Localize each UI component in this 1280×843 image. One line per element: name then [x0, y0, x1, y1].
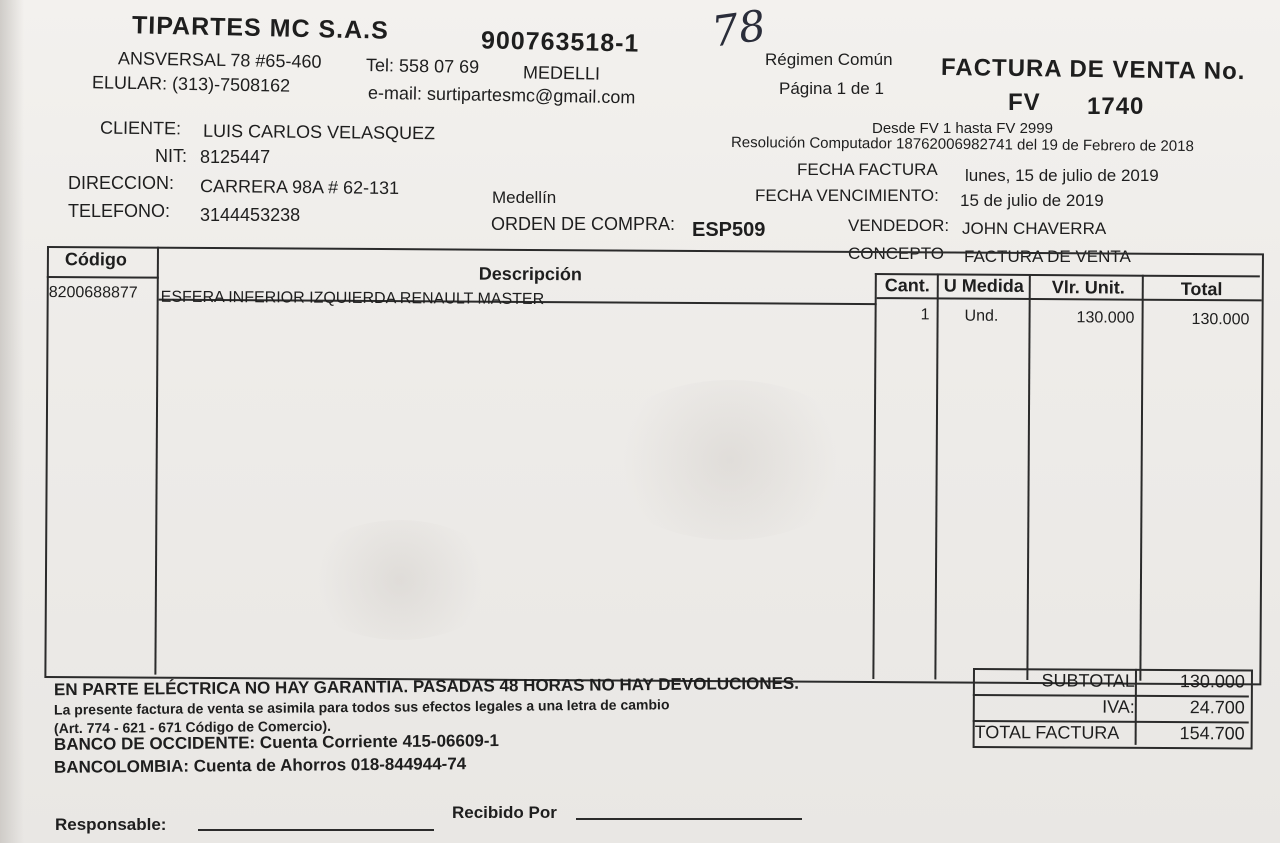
client-name: LUIS CARLOS VELASQUEZ [202, 120, 436, 144]
subtotal-value: 130.000 [1179, 671, 1245, 692]
iva-row [973, 696, 1253, 723]
company-cellphone: ELULAR: (313)-7508162 [91, 72, 291, 96]
client-address-label: DIRECCION: [68, 173, 175, 193]
resolution-text: Resolución Computador 18762006982741 del 19 de Febrero de 2018 [730, 133, 1194, 156]
client-label: CLIENTE: [99, 117, 182, 139]
client-nit: 8125447 [200, 147, 271, 167]
seller-name: JOHN CHAVERRA [962, 219, 1107, 238]
company-address: ANSVERSAL 78 #65-460 [117, 48, 322, 72]
invoice-date-label: FECHA FACTURA [797, 160, 938, 179]
company-nit: 900763518-1 [480, 26, 640, 58]
responsible-line [198, 829, 434, 831]
paper-edge-shadow [0, 0, 24, 843]
purchase-order-label: ORDEN DE COMPRA: [491, 214, 676, 234]
totals-box [973, 668, 1253, 747]
client-city: Medellín [492, 188, 557, 207]
items-table [44, 246, 1262, 683]
page-indicator: Página 1 de 1 [779, 79, 884, 98]
client-phone-label: TELEFONO: [68, 201, 171, 221]
bank-account-2: BANCOLOMBIA: Cuenta de Ahorros 018-844944-74 [53, 754, 467, 777]
row-unit: Und. [964, 307, 999, 325]
invoice-number: 1740 [1087, 93, 1145, 120]
document-title: FACTURA DE VENTA No. [940, 53, 1246, 86]
purchase-order-number: ESP509 [692, 219, 766, 241]
grand-total-row [973, 722, 1253, 749]
due-date-label: FECHA VENCIMIENTO: [755, 186, 939, 205]
responsible-label: Responsable: [55, 815, 167, 834]
concept-value: FACTURA DE VENTA [964, 247, 1131, 266]
row-quantity: 1 [920, 306, 930, 324]
header-description: Descripción [478, 263, 582, 285]
due-date: 15 de julio de 2019 [960, 191, 1104, 210]
grand-total-value: 154.700 [1179, 723, 1245, 744]
company-name: TIPARTES MC S.A.S [131, 11, 390, 45]
subtotal-row [973, 670, 1253, 697]
client-address: CARRERA 98A # 62-131 [199, 175, 400, 199]
bank-account-1: BANCO DE OCCIDENTE: Cuenta Corriente 415-06609-1 [53, 731, 500, 754]
seller-label: VENDEDOR: [848, 216, 950, 235]
client-nit-label: NIT: [155, 146, 188, 166]
company-phone: Tel: 558 07 69 [365, 55, 480, 77]
invoice-range: Desde FV 1 hasta FV 2999 [872, 120, 1053, 137]
received-by-line [576, 818, 802, 820]
row-code: 8200688877 [48, 284, 138, 302]
subtotal-label: SUBTOTAL [1041, 670, 1135, 691]
iva-label: IVA: [1102, 696, 1135, 717]
iva-value: 24.700 [1189, 697, 1245, 718]
handwritten-mark: 78 [708, 0, 769, 57]
legal-notice-1: La presente factura de venta se asimila para todos sus efectos legales a una letra de cambio [53, 696, 670, 718]
header-code: Código [64, 249, 127, 270]
row-unit-price: 130.000 [1076, 309, 1135, 327]
row-total: 130.000 [1191, 310, 1250, 329]
header-unit: U Medida [943, 275, 1024, 296]
invoice-prefix: FV [1008, 89, 1041, 116]
company-city: MEDELLI [522, 62, 601, 84]
received-by-label: Recibido Por [452, 803, 557, 822]
header-unit-price: Vlr. Unit. [1051, 277, 1125, 298]
invoice-date: lunes, 15 de julio de 2019 [965, 166, 1159, 185]
company-email: e-mail: surtipartesmc@gmail.com [367, 82, 636, 108]
concept-label: CONCEPTO [848, 244, 945, 263]
client-phone: 3144453238 [200, 205, 301, 225]
tax-regime: Régimen Común [765, 50, 893, 69]
warranty-notice: EN PARTE ELÉCTRICA NO HAY GARANTIA. PASADAS 48 HORAS NO HAY DEVOLUCIONES. [53, 673, 800, 700]
legal-notice-2: (Art. 774 - 621 - 671 Código de Comercio). [53, 717, 332, 737]
grand-total-label: TOTAL FACTURA [974, 722, 1120, 743]
row-description: ESFERA INFERIOR IZQUIERDA RENAULT MASTER [160, 288, 545, 309]
header-quantity: Cant. [884, 275, 930, 296]
header-total: Total [1180, 278, 1223, 300]
